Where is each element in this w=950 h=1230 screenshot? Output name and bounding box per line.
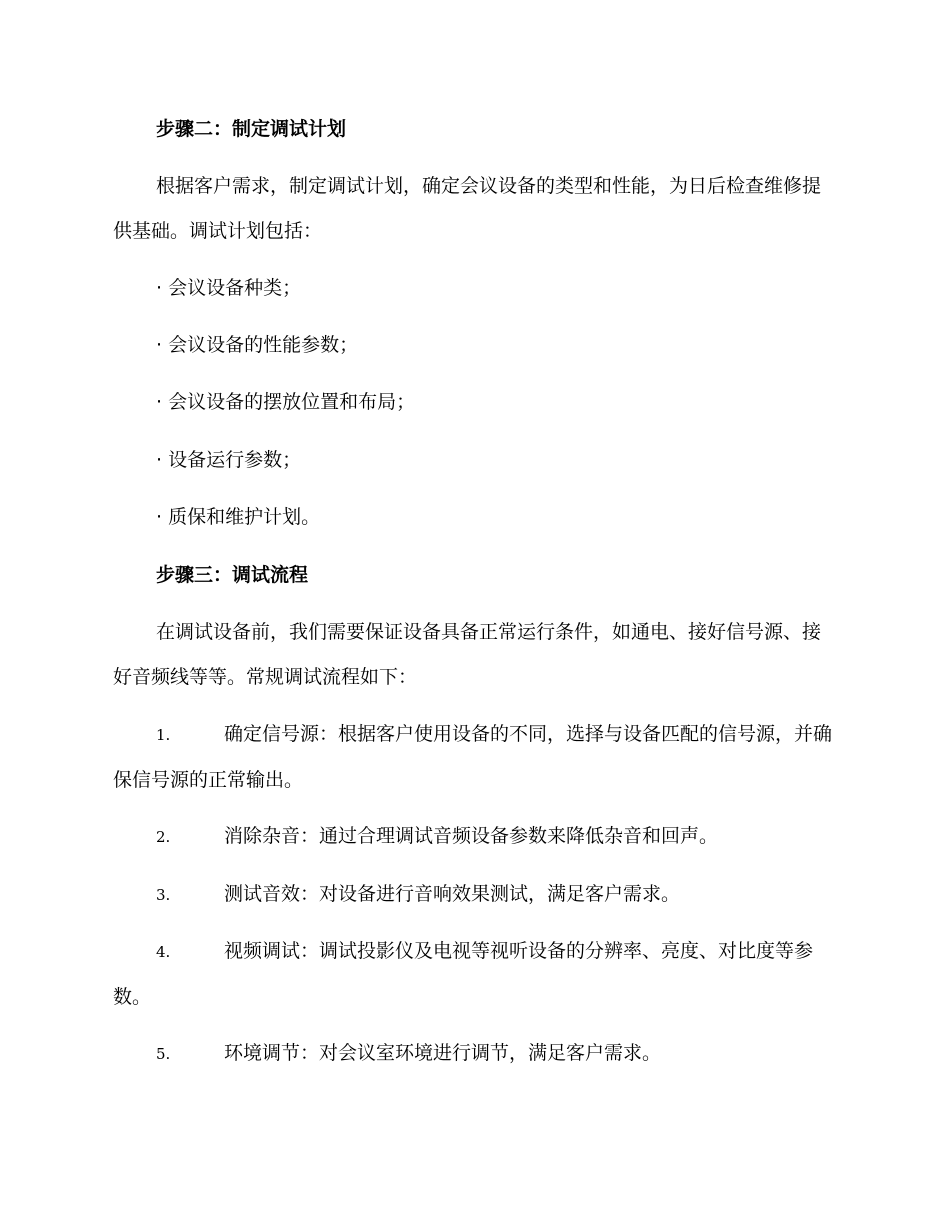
step3-heading: 步骤三：调试流程 [156, 564, 309, 586]
item-text: 消除杂音：通过合理调试音频设备参数来降低杂音和回声。 [224, 825, 719, 847]
item-number: 3. [156, 886, 171, 904]
step2-bullet-item: · 质保和维护计划。 [156, 506, 321, 528]
step3-numbered-item [113, 1031, 835, 1077]
item-number: 2. [156, 828, 171, 846]
step3-numbered-item [113, 929, 835, 1020]
step3-numbered-item [113, 814, 835, 860]
item-number: 1. [156, 726, 171, 744]
step2-bullet-item: · 设备运行参数； [156, 449, 302, 471]
item-text: 环境调节：对会议室环境进行调节，满足客户需求。 [224, 1042, 662, 1064]
step2-intro-paragraph: 根据客户需求，制定调试计划，确定会议设备的类型和性能，为日后检查维修提供基础。调试计划包括： [113, 175, 822, 242]
step2-bullet-item: · 会议设备的摆放位置和布局； [156, 391, 416, 413]
item-text: 确定信号源：根据客户使用设备的不同，选择与设备匹配的信号源，并确保信号源的正常输出。 [113, 723, 833, 791]
step3-intro-paragraph: 在调试设备前，我们需要保证设备具备正常运行条件，如通电、接好信号源、接好音频线等等。常规调试流程如下： [113, 621, 822, 688]
item-number: 4. [156, 943, 171, 961]
step2-bullet-item: · 会议设备种类； [156, 277, 302, 299]
step2-bullet-item: · 会议设备的性能参数； [156, 334, 359, 356]
item-text: 测试音效：对设备进行音响效果测试，满足客户需求。 [224, 883, 681, 905]
step3-numbered-item [113, 712, 835, 803]
item-text: 视频调试：调试投影仪及电视等视听设备的分辨率、亮度、对比度等参数。 [113, 940, 814, 1008]
step3-numbered-item [113, 872, 835, 918]
item-number: 5. [156, 1045, 171, 1063]
step2-heading: 步骤二：制定调试计划 [156, 118, 347, 140]
